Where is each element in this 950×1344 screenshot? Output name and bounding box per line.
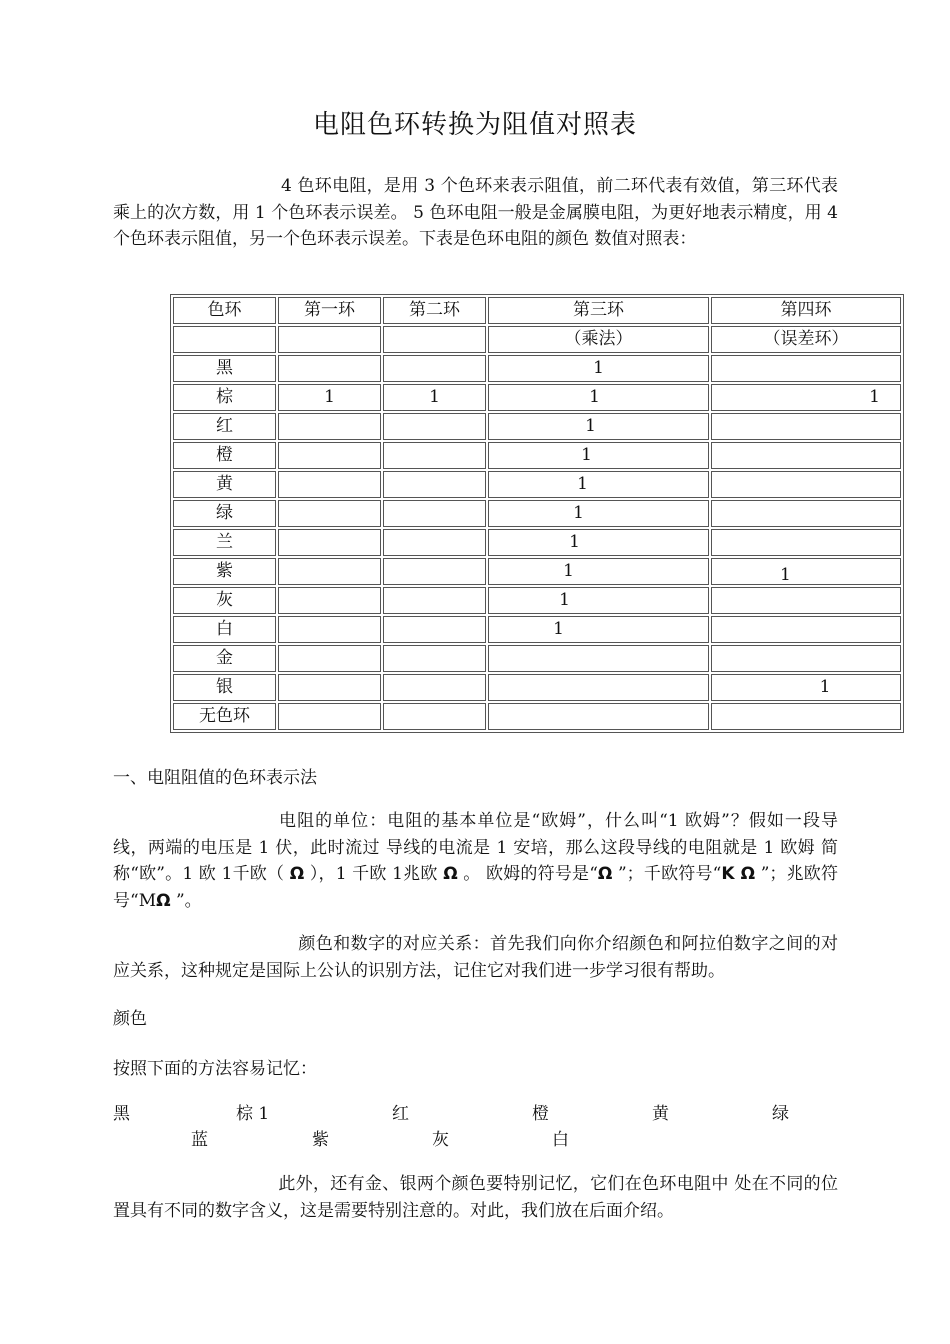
table-cell [278, 616, 381, 643]
color-code-table [170, 294, 904, 733]
table-cell: 色环 [173, 297, 276, 324]
memory-color-5: 黄 [652, 1104, 669, 1124]
table-cell [711, 645, 901, 672]
table-row [173, 413, 901, 440]
unit-text-b: ），1 千欧 1兆欧 [304, 864, 444, 884]
table-cell: 1 [488, 442, 709, 469]
table-cell: 无色环 [173, 703, 276, 730]
table-cell [383, 355, 486, 382]
table-cell [711, 442, 901, 469]
omega-symbol-3: Ω [597, 864, 613, 884]
gold-silver-paragraph [113, 1171, 838, 1224]
table-cell: 红 [173, 413, 276, 440]
kohm-symbol: K Ω [721, 864, 756, 884]
section-heading: 一、电阻阻值的色环表示法 [113, 768, 317, 788]
table-cell [711, 500, 901, 527]
memory-color-1: 黑 [113, 1104, 130, 1124]
memory-color-3: 红 [392, 1104, 409, 1124]
table-cell [383, 471, 486, 498]
table-cell: 1 [711, 384, 901, 411]
unit-text-e: ”；兆欧符号“M [113, 864, 838, 911]
table-cell [383, 703, 486, 730]
color-label: 颜色 [113, 1009, 147, 1029]
memory-color-9: 灰 [432, 1130, 449, 1150]
table-cell: 黑 [173, 355, 276, 382]
table-cell [278, 558, 381, 585]
table-cell [383, 529, 486, 556]
table-cell: 1 [488, 413, 709, 440]
omega-symbol-4: Ω [156, 890, 171, 911]
table-cell: 第二环 [383, 297, 486, 324]
table-row [173, 587, 901, 614]
table-row [173, 355, 901, 382]
table-row [173, 616, 901, 643]
table-row [173, 703, 901, 730]
memory-color-8: 紫 [312, 1130, 329, 1150]
table-cell: （误差环） [711, 326, 901, 353]
table-cell [711, 529, 901, 556]
stray-table-value: 1 [780, 565, 791, 585]
table-cell [383, 587, 486, 614]
table-header-row [173, 297, 901, 324]
table-row [173, 674, 901, 701]
table-cell: 白 [173, 616, 276, 643]
table-subheader-row [173, 326, 901, 353]
table-cell: 1 [488, 384, 709, 411]
table-cell: 1 [711, 674, 901, 701]
table-cell [383, 413, 486, 440]
table-row [173, 558, 901, 585]
table-row [173, 471, 901, 498]
table-cell: 灰 [173, 587, 276, 614]
memory-color-2: 棕 1 [236, 1104, 270, 1124]
table-cell [383, 500, 486, 527]
unit-text-c: 。 欧姆的符号是“ [457, 864, 598, 884]
table-cell: 1 [488, 587, 709, 614]
memory-color-7: 蓝 [191, 1130, 208, 1150]
table-row [173, 384, 901, 411]
table-cell [383, 674, 486, 701]
memory-label: 按照下面的方法容易记忆： [113, 1059, 317, 1079]
table-cell: （乘法） [488, 326, 709, 353]
table-cell [383, 558, 486, 585]
memory-color-6: 绿 [772, 1104, 789, 1124]
correspondence-paragraph [113, 931, 838, 984]
table-cell: 1 [488, 471, 709, 498]
memory-color-4: 橙 [532, 1104, 549, 1124]
table-cell: 银 [173, 674, 276, 701]
table-cell [278, 442, 381, 469]
table-cell: 1 [278, 384, 381, 411]
table-cell [383, 616, 486, 643]
table-cell [711, 703, 901, 730]
table-cell [278, 500, 381, 527]
table-cell [711, 587, 901, 614]
memory-color-10: 白 [552, 1130, 569, 1150]
table-row [173, 500, 901, 527]
table-cell: 1 [488, 529, 709, 556]
table-cell [711, 471, 901, 498]
table-cell [278, 587, 381, 614]
table-cell [278, 703, 381, 730]
table-cell: 第一环 [278, 297, 381, 324]
table-cell: 1 [488, 355, 709, 382]
unit-text-f: ”。 [170, 890, 202, 911]
table-cell [278, 645, 381, 672]
table-cell: 绿 [173, 500, 276, 527]
omega-symbol-2: Ω [443, 864, 458, 884]
table-cell: 金 [173, 645, 276, 672]
table-cell: 棕 [173, 384, 276, 411]
table-cell [278, 674, 381, 701]
table-cell [278, 355, 381, 382]
table-cell [278, 529, 381, 556]
table-cell [488, 703, 709, 730]
correspondence-text: 颜色和数字的对应关系：首先我们向你介绍颜色和阿拉伯数字之间的对应关系，这种规定是国际上公认的识别方法，记住它对我们进一步学习很有帮助。 [113, 934, 838, 981]
table-cell: 1 [488, 558, 709, 585]
intro-paragraph [113, 173, 838, 253]
intro-text: 4 色环电阻，是用 3 个色环来表示阻值，前二环代表有效值，第三环代表乘上的次方数，用 1 个色环表示误差。 5 色环电阻一般是金属膜电阻，为更好地表示精度，用 4 个色环表示阻值，另一个色环表示误差。下表是色环电阻的颜色 数值对照表： [113, 176, 838, 249]
table-cell [278, 413, 381, 440]
unit-text-a: 电阻的单位：电阻的基本单位是“欧姆”，什么叫“1 欧姆”？假如一段导线，两端的电压是 1 伏，此时流过 导线的电流是 1 安培，那么这段导线的电阻就是 1 欧姆 简称“欧”。1 欧 1千欧（ [113, 811, 838, 884]
table-cell: 黄 [173, 471, 276, 498]
page-title: 电阻色环转换为阻值对照表 [312, 110, 637, 140]
omega-symbol: Ω [289, 864, 305, 884]
table-cell: 紫 [173, 558, 276, 585]
table-cell [711, 616, 901, 643]
table-cell [383, 645, 486, 672]
table-cell: 1 [488, 616, 709, 643]
table-cell: 兰 [173, 529, 276, 556]
table-cell [711, 558, 901, 585]
table-cell: 第四环 [711, 297, 901, 324]
table-cell [383, 326, 486, 353]
table-cell: 1 [383, 384, 486, 411]
table-row [173, 645, 901, 672]
table-cell: 1 [488, 500, 709, 527]
unit-text-d: ”；千欧符号“ [612, 864, 722, 884]
table-cell [278, 471, 381, 498]
gold-silver-text: 此外，还有金、银两个颜色要特别记忆，它们在色环电阻中 处在不同的位置具有不同的数字含义，这是需要特别注意的。对此，我们放在后面介绍。 [113, 1174, 838, 1221]
table-cell: 第三环 [488, 297, 709, 324]
table-cell [711, 355, 901, 382]
table-row [173, 529, 901, 556]
table-row [173, 442, 901, 469]
unit-paragraph [113, 808, 838, 914]
table-cell [711, 413, 901, 440]
table-cell [488, 674, 709, 701]
table-cell [383, 442, 486, 469]
table-cell: 橙 [173, 442, 276, 469]
table-cell [173, 326, 276, 353]
table-cell [278, 326, 381, 353]
table-cell [488, 645, 709, 672]
